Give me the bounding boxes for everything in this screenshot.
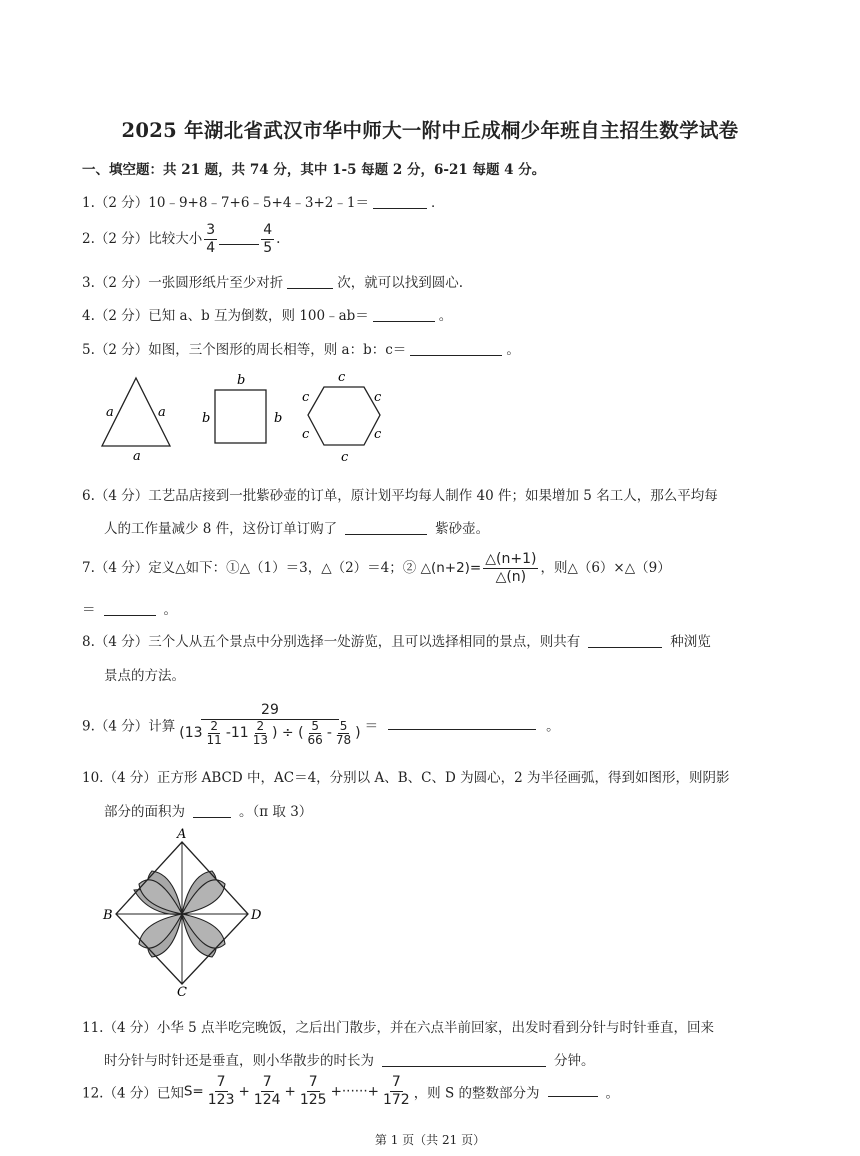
question-11-line2 xyxy=(104,1049,595,1069)
answer-blank xyxy=(373,194,427,209)
question-6-end: 紫砂壶。 xyxy=(435,521,490,537)
equals-sign: ＝ xyxy=(364,718,379,735)
answer-blank xyxy=(345,520,427,535)
question-7-line2 xyxy=(82,598,177,618)
question-11 xyxy=(82,1016,714,1036)
question-11-text: 11.（4 分）小华 5 点半吃完晚饭，之后出门散步，并在六点半前回家，出发时看到分针与时针垂直，回来 xyxy=(82,1020,715,1036)
square-label-right: b xyxy=(274,411,283,426)
question-5 xyxy=(82,338,520,358)
question-8-end: 种浏览 xyxy=(670,634,711,650)
question-3-end: 次，就可以找到圆心. xyxy=(337,275,464,291)
triangle-label-left: a xyxy=(106,405,114,420)
question-6-text: 6.（4 分）工艺品店接到一批紫砂壶的订单，原计划平均每人制作 40 件；如果增加 5 名工人，那么平均每 xyxy=(82,488,718,504)
question-4-end: 。 xyxy=(438,308,453,324)
fraction: $\frac{7}{125}$ xyxy=(299,1074,327,1108)
complex-fraction: 29 (13 $\frac{2}{11}$ -11 $\frac{2}{13}$ ) ÷ ( $\frac{5}{66}$ - $\frac{5}{78}$ ) xyxy=(179,702,361,747)
square-label-top: b xyxy=(237,373,246,388)
question-12: 12.（4 分）已知S= $\frac{7}{123}$ + $\frac{7}{124}$ + $\frac{7}{125}$ +······+ $\frac{7}{172}$ ，则 S 的整数部分为 。 xyxy=(82,1074,620,1108)
answer-blank xyxy=(219,230,259,245)
answer-blank xyxy=(410,341,502,356)
question-5-end: 。 xyxy=(506,342,520,358)
recurrence-fraction: $\frac{\triangle(n+1)}{\triangle(n)}$ xyxy=(485,551,537,585)
answer-blank xyxy=(373,307,435,322)
question-10-text: 10.（4 分）正方形 ABCD 中，AC＝4，分别以 A、B、C、D 为圆心，2 为半径画弧，得到如图形，则阴影 xyxy=(82,770,730,786)
figure-square-petals xyxy=(100,828,270,998)
answer-blank xyxy=(104,601,156,616)
question-7-text: 7.（4 分）定义△如下：①△（1）＝3，△（2）＝4；② xyxy=(82,560,417,576)
question-7-end: 。 xyxy=(163,602,177,618)
question-8-text: 景点的方法。 xyxy=(104,668,185,684)
answer-blank xyxy=(382,1052,546,1067)
question-6 xyxy=(82,484,718,504)
question-12-tail: ，则 S 的整数部分为 xyxy=(413,1085,540,1102)
fraction: $\frac{3}{4}$ xyxy=(206,222,216,256)
question-4 xyxy=(82,304,452,324)
question-10-line2 xyxy=(104,800,312,820)
question-11-text: 时分针与时针还是垂直，则小华散步的时长为 xyxy=(104,1053,374,1069)
hexagon-label: c xyxy=(374,427,382,442)
fraction: $\frac{7}{172}$ xyxy=(382,1074,410,1108)
answer-blank xyxy=(193,803,231,818)
label-a: A xyxy=(177,828,187,842)
question-8-text: 8.（4 分）三个人从五个景点中分别选择一处游览，且可以选择相同的景点，则共有 xyxy=(82,634,581,650)
question-2-text: 2.（2 分）比较大小 xyxy=(82,231,203,247)
question-11-end: 分钟。 xyxy=(554,1053,595,1069)
label-d: D xyxy=(251,908,262,923)
square xyxy=(215,390,266,443)
label-b: B xyxy=(103,908,113,923)
question-12-text: 12.（4 分）已知 xyxy=(82,1085,184,1102)
recurrence-lhs: △(n+2)= xyxy=(420,560,482,576)
question-9 xyxy=(82,702,560,747)
question-7 xyxy=(82,551,671,586)
question-2 xyxy=(82,222,280,257)
hexagon-label: c xyxy=(302,390,310,405)
fraction: $\frac{4}{5}$ xyxy=(263,222,273,256)
hexagon-label: c xyxy=(341,450,349,465)
question-8 xyxy=(82,630,711,650)
question-3-text: 3.（2 分）一张圆形纸片至少对折 xyxy=(82,275,284,291)
hexagon-label: c xyxy=(374,390,382,405)
triangle-label-bottom: a xyxy=(133,449,141,464)
question-1-end: ． xyxy=(431,195,445,211)
question-2-end: . xyxy=(276,231,281,247)
question-9-text: 9.（4 分）计算 xyxy=(82,718,176,735)
question-12-end: 。 xyxy=(605,1085,620,1102)
question-10 xyxy=(82,766,729,786)
hexagon-label: c xyxy=(302,427,310,442)
page-footer: 第 1 页（共 21 页） xyxy=(374,1133,486,1147)
answer-blank xyxy=(548,1082,598,1097)
label-c: C xyxy=(177,985,187,998)
question-6-text: 人的工作量减少 8 件，这份订单订购了 xyxy=(104,521,338,537)
section-heading: 一、填空题：共 21 题，共 74 分，其中 1-5 每题 2 分，6-21 每题 4 分。 xyxy=(82,162,546,178)
square-label-left: b xyxy=(202,411,211,426)
question-5-text: 5.（2 分）如图，三个图形的周长相等，则 a：b：c＝ xyxy=(82,342,407,358)
question-8-line2 xyxy=(104,664,185,684)
question-1-text: 1.（2 分）10﹣9+8﹣7+6﹣5+4﹣3+2﹣1＝ xyxy=(82,195,369,211)
question-10-end: 。（π 取 3） xyxy=(239,804,313,820)
figure-shapes xyxy=(96,370,396,465)
question-3 xyxy=(82,271,463,291)
question-4-text: 4.（2 分）已知 a、b 互为倒数，则 100﹣ab＝ xyxy=(82,308,369,324)
answer-blank xyxy=(588,633,662,648)
question-7-text: ＝ xyxy=(82,602,96,618)
question-1 xyxy=(82,191,445,211)
fraction: $\frac{7}{123}$ xyxy=(207,1074,235,1108)
question-9-end: 。 xyxy=(546,718,560,735)
question-10-text: 部分的面积为 xyxy=(104,804,185,820)
hexagon xyxy=(308,387,380,445)
page-title: 2025 年湖北省武汉市华中师大一附中丘成桐少年班自主招生数学试卷 xyxy=(121,119,739,142)
answer-blank xyxy=(287,274,333,289)
question-6-line2 xyxy=(104,517,489,537)
question-7-tail: ，则△（6）×△（9） xyxy=(540,560,671,576)
answer-blank xyxy=(388,715,536,730)
fraction: $\frac{7}{124}$ xyxy=(253,1074,281,1108)
triangle-label-right: a xyxy=(158,405,166,420)
hexagon-label: c xyxy=(338,370,346,385)
